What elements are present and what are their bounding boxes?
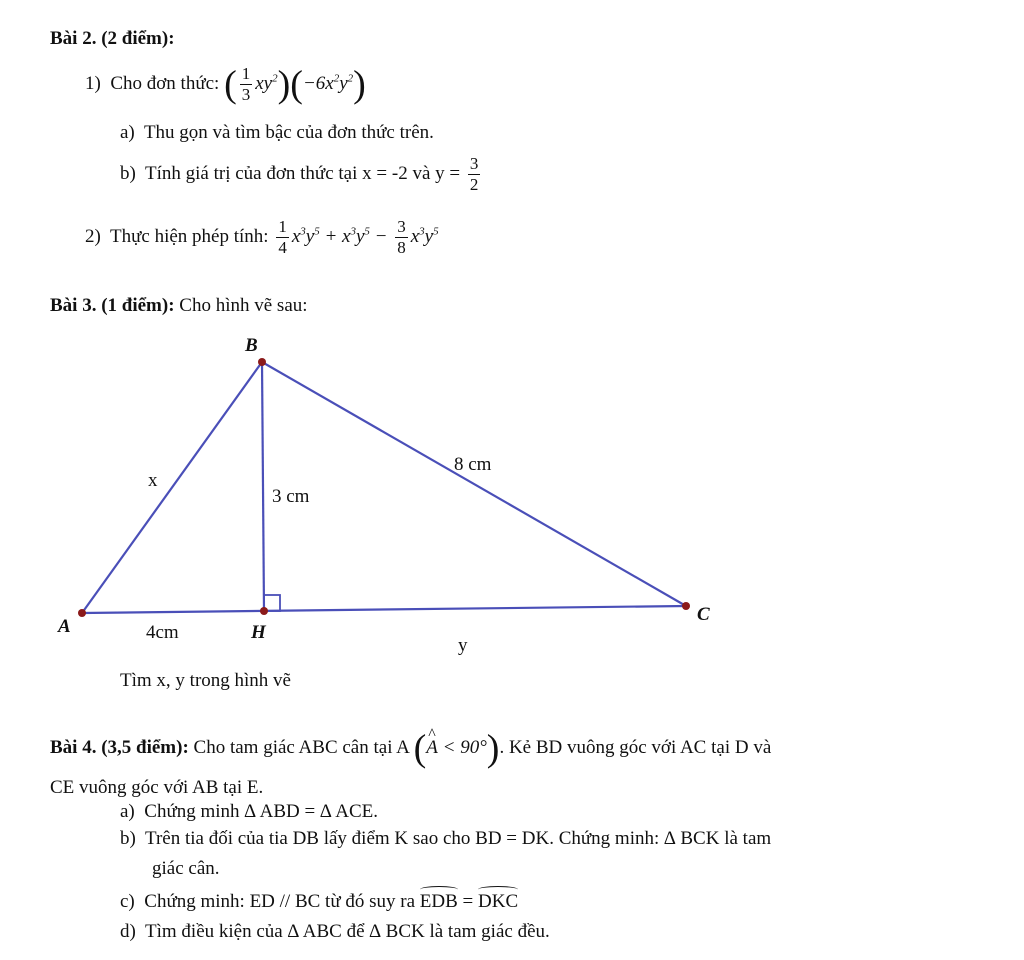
q2-f1-num: 1: [278, 217, 287, 237]
bai4-d-label: d): [120, 921, 136, 942]
label-b: B: [245, 335, 258, 356]
angle-edb: EDB: [419, 891, 458, 912]
label-bh: 3 cm: [272, 486, 310, 507]
bai4-part-a: [120, 800, 378, 824]
segment-ac: [82, 606, 686, 613]
segment-ab: [82, 362, 262, 613]
point-c: [682, 602, 690, 610]
bai3-caption: Tìm x, y trong hình vẽ: [120, 670, 291, 691]
label-ah: 4cm: [146, 622, 179, 643]
q2-f2-num: 3: [397, 217, 406, 237]
bai4-part-d: [120, 920, 550, 944]
label-bc: 8 cm: [454, 454, 492, 475]
q1-frac-num: 1: [241, 64, 251, 84]
q1-b-frac-den: 2: [469, 175, 479, 195]
label-h: H: [251, 622, 266, 643]
label-x: x: [148, 470, 158, 491]
angle-dkc: DKC: [478, 891, 519, 912]
bai4-part-b: [120, 827, 771, 851]
q1-b-label: b): [120, 163, 136, 184]
bai4-d-text: Tìm điều kiện của ∆ ABC để ∆ BCK là tam giác đều.: [145, 921, 550, 942]
bai4-line1: [50, 728, 771, 769]
label-c: C: [697, 604, 710, 625]
bai4-a-text: Chứng minh ∆ ABD = ∆ ACE.: [144, 801, 379, 822]
point-h: [260, 607, 268, 615]
q1-frac-den: 3: [241, 85, 251, 105]
bai3-title-bold: Bài 3. (1 điểm):: [50, 295, 175, 316]
bai4-b-label: b): [120, 828, 136, 849]
bai4-line2: CE vuông góc với AB tại E.: [50, 777, 264, 798]
q1-number: 1): [85, 73, 101, 94]
bai4-c-text: Chứng minh: ED // BC từ đó suy ra: [144, 891, 416, 912]
bai4-line1-b: . Kẻ BD vuông góc với AC tại D và: [499, 737, 772, 758]
q1-b-frac-num: 3: [469, 154, 479, 174]
bai4-part-b-cont: giác cân.: [152, 858, 220, 879]
bai2-title: Bài 2. (2 điểm):: [50, 28, 175, 49]
q1-text: Cho đơn thức:: [110, 73, 220, 94]
q2-f1-den: 4: [278, 238, 287, 258]
bai4-a-label: a): [120, 801, 135, 822]
monomial-expression: ( $\frac{1}{3}$ $xy^2)(-6x^2y^2)$: [224, 63, 366, 106]
bai4-line1-a: Cho tam giác ABC cân tại A: [193, 737, 409, 758]
q2-f2-den: 8: [397, 238, 406, 258]
angle-condition: (^ A < 90°): [414, 737, 500, 758]
q2-text: Thực hiện phép tính:: [110, 226, 269, 247]
bai3-title-rest: Cho hình vẽ sau:: [179, 295, 308, 316]
q1-a-text: Thu gọn và tìm bậc của đơn thức trên.: [143, 122, 434, 143]
q2-expression: $\frac{1}{4}$ $x^3y^5 + x^3y^5$ − $\frac{3}{8}$ $x^3y^5$: [278, 217, 439, 258]
segment-bc: [262, 362, 686, 606]
q2-number: 2): [85, 226, 101, 247]
q1-b-text: Tính giá trị của đơn thức tại x = -2 và y =: [145, 163, 461, 184]
point-b: [258, 358, 266, 366]
segment-bh: [262, 362, 264, 611]
bai4-c-label: c): [120, 891, 135, 912]
angle-equals: =: [462, 891, 474, 912]
bai4-b-text: Trên tia đối của tia DB lấy điểm K sao cho BD = DK. Chứng minh: ∆ BCK là tam: [145, 828, 772, 849]
bai4-part-c: [120, 890, 518, 914]
bai4-title: Bài 4. (3,5 điểm):: [50, 737, 189, 758]
label-y: y: [458, 635, 468, 656]
point-a: [78, 609, 86, 617]
q1-a-label: a): [120, 122, 135, 143]
label-a: A: [58, 616, 71, 637]
